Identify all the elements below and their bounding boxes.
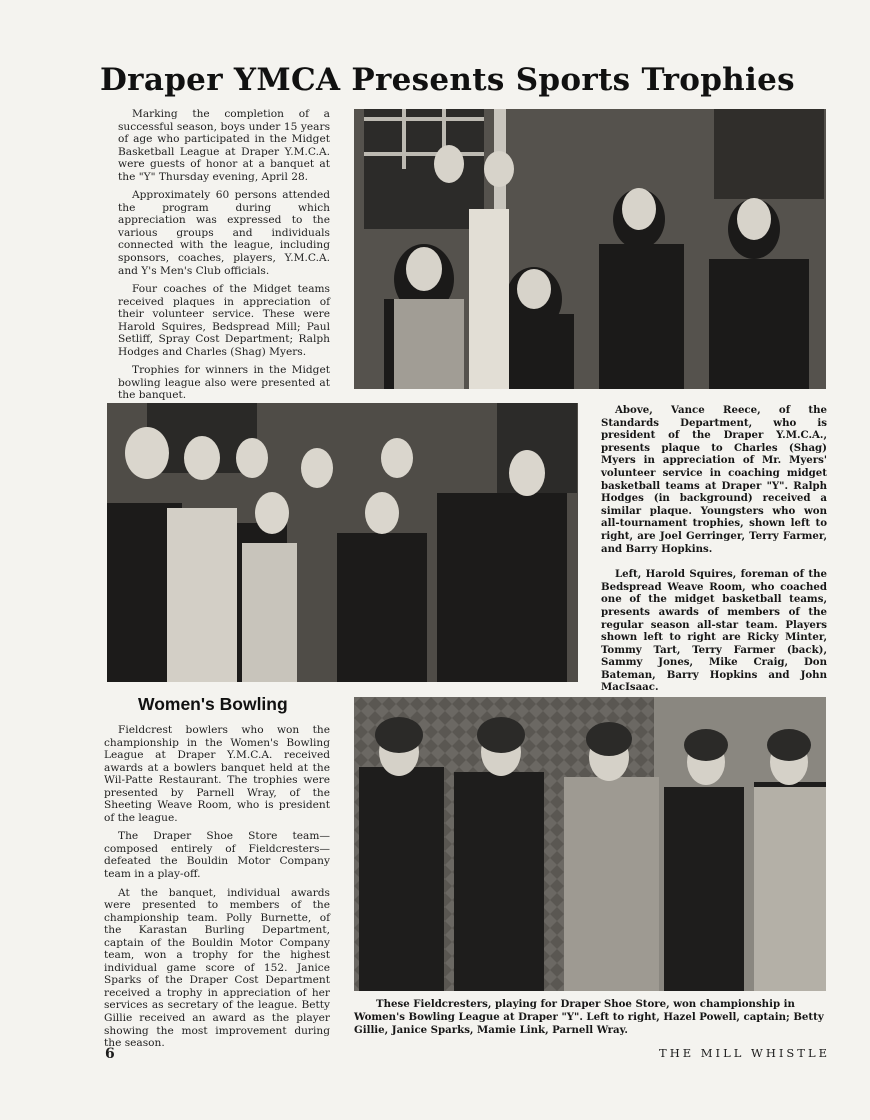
article-paragraph: Trophies for winners in the Midget bowling league also were presented at the banquet.	[118, 364, 330, 402]
womens-bowling-text	[104, 724, 330, 1056]
article-paragraph: Four coaches of the Midget teams received plaques in appreciation of their volunteer service. These were Harold Squires, Bedspread Mill; Paul Setliff, Spray Cost Department; Ralph Hodges and Charles (Shag) Myers.	[118, 283, 330, 358]
article-text	[118, 108, 330, 408]
womens-bowling-heading: Women's Bowling	[138, 694, 288, 714]
photo-womens-bowling-team	[354, 697, 826, 991]
caption-left: Left, Harold Squires, foreman of the Bedspread Weave Room, who coached one of the midget basketball teams, presents awards of members of the regular season all-star team. Players shown left to right are Ricky Minter, Tommy Tart, Terry Farmer (back), Sammy Jones, Mike Craig, Don Bateman, Barry Hopkins and John MacIsaac.	[601, 568, 827, 694]
womens-paragraph: The Draper Shoe Store team—composed entirely of Fieldcresters—defeated the Bouldin Motor Company team in a play-off.	[104, 830, 330, 881]
photo-plaque-presentation	[354, 109, 826, 389]
caption-above: Above, Vance Reece, of the Standards Department, who is president of the Draper Y.M.C.A., presents plaque to Charles (Shag) Myers in appreciation of Mr. Myers' volunteer service in coaching midget basketball teams at Draper "Y". Ralph Hodges (in background) received a similar plaque. Youngsters who won all-tournament trophies, shown left to right, are Joel Gerringer, Terry Farmer, and Barry Hopkins.	[601, 404, 827, 555]
womens-paragraph: Fieldcrest bowlers who won the championship in the Women's Bowling League at Draper Y.M.C.A. received awards at a bowlers banquet held at the Wil-Patte Restaurant. The trophies were presented by Parnell Wray, of the Sheeting Weave Room, who is president of the league.	[104, 724, 330, 824]
photo-captions	[601, 404, 827, 707]
page-headline: Draper YMCA Presents Sports Trophies	[100, 62, 795, 98]
photo-all-star-awards	[107, 403, 578, 682]
article-paragraph: Marking the completion of a successful season, boys under 15 years of age who participated in the Midget Basketball League at Draper Y.M.C.A. were guests of honor at a banquet at the "Y" Thursday evening, April 28.	[118, 108, 330, 183]
womens-paragraph: At the banquet, individual awards were presented to members of the championship team. Polly Burnette, of the Karastan Burling Department, captain of the Bouldin Motor Company team, won a trophy for the highest individual game score of 152. Janice Sparks of the Draper Cost Department received a trophy in appreciation of her services as secretary of the league. Betty Gillie received an award as the player showing the most improvement during the season.	[104, 886, 330, 1050]
bowling-photo-caption: These Fieldcresters, playing for Draper Shoe Store, won championship in Women's Bowling League at Draper "Y". Left to right, Hazel Powell, captain; Betty Gillie, Janice Sparks, Mamie Link, Parnell Wray.	[354, 998, 824, 1036]
article-paragraph: Approximately 60 persons attended the program during which appreciation was expressed to the various groups and individuals connected with the league, including sponsors, coaches, players, Y.M.C.A. and Y's Men's Club officials.	[118, 189, 330, 277]
publication-name: THE MILL WHISTLE	[659, 1046, 830, 1060]
page-number: 6	[105, 1046, 115, 1062]
